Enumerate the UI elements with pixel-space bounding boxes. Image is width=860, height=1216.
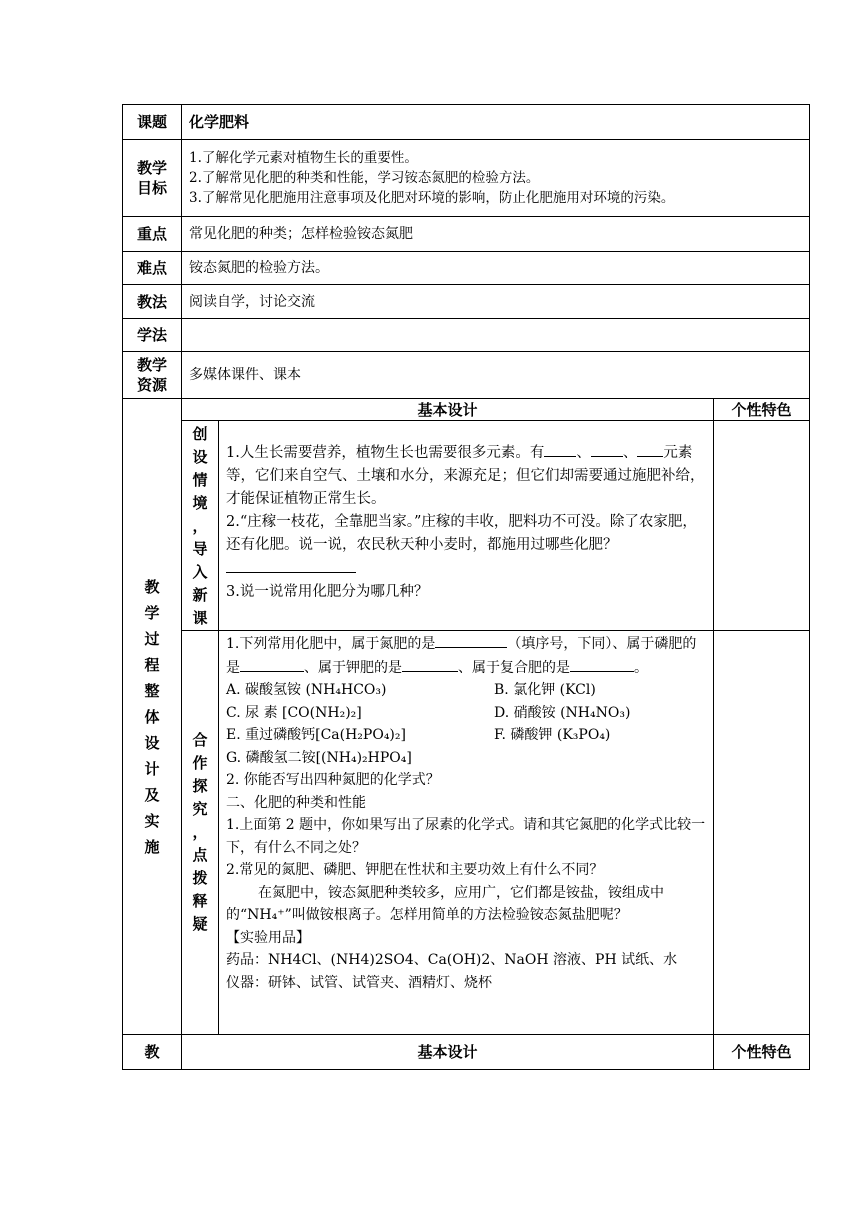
difficulty-label: 难点 [123,252,182,285]
option-d: D. 硝酸铵 (NH₄NO₃) [494,704,631,721]
section2-content [219,631,714,1035]
q2-text: 2.“庄稼一枝花，全靠肥当家。”庄稼的丰收，肥料功不可没。除了农家肥，还有化肥。说一说，农民秋天种小麦时，都施用过哪些化肥？ [226,514,697,553]
option-row [226,724,706,747]
section2-p2: 2.常见的氮肥、磷肥、钾肥在性状和主要功效上有什么不同？ [226,862,604,878]
goal-line: 3.了解常见化肥施用注意事项及化肥对环境的影响，防止化肥施用对环境的污染。 [189,190,675,206]
section1-char: 入 [192,563,208,581]
key-label: 重点 [123,217,182,252]
bottom-basic-design: 基本设计 [182,1035,714,1070]
section2-char: 究 [192,800,208,818]
experiment-tools: 仪器：研钵、试管、试管夹、酒精灯、烧杯 [226,974,492,991]
row-key [123,217,810,252]
row-bottom [123,1035,810,1070]
section1-char: 境 [192,494,208,512]
goal-line: 2.了解常见化肥的种类和性能，学习铵态氮肥的检验方法。 [189,170,540,186]
row-resources [123,352,810,399]
q1-part: （填序号，下同）、属于磷肥的是 [226,636,697,676]
section1-char: 导 [192,540,208,558]
option-g: G. 磷酸氢二铵[(NH₄)₂HPO₄] [226,749,412,766]
goal-line: 1.了解化学元素对植物生长的重要性。 [189,150,418,166]
section1-char: ， [192,517,208,535]
row-method [123,285,810,319]
option-c: C. 尿 素 [CO(NH₂)₂] [226,704,362,721]
option-row [226,679,706,702]
q1-part: 、属于复合肥的是 [458,659,570,676]
answer-blank[interactable] [637,441,663,457]
section2-p3: 在氮肥中，铵态氮肥种类较多，应用广，它们都是铵盐，铵组成中的“NH₄⁺”叫做铵根离子。怎样用简单的方法检验铵态氮盐肥呢？ [226,884,664,923]
lesson-plan-table [122,104,810,1070]
resources-label-line2: 资源 [136,376,167,394]
section1-content [219,421,714,631]
process-char: 施 [144,837,160,856]
option-row [226,702,706,725]
row-section1 [123,421,810,631]
section1-char: 情 [192,471,208,489]
process-char: 实 [144,811,160,830]
bottom-label: 教 [123,1035,182,1070]
process-char: 计 [144,759,160,778]
q1-part: 。 [634,659,648,676]
section1-label [182,421,219,631]
row-process-header [123,399,810,421]
q1-part: 1.下列常用化肥中，属于氮肥的是 [226,636,436,652]
row-topic [123,105,810,140]
process-char: 及 [144,785,160,804]
study-value [182,319,810,352]
section2-char: 点 [192,846,208,864]
experiment-title: 【实验用品】 [226,929,310,946]
section2-personal [714,631,810,1035]
goals-label-line1: 教学 [136,159,167,177]
section1-char: 设 [192,448,208,466]
process-label [123,399,182,1035]
process-char: 过 [144,629,160,648]
separator: 、 [622,445,638,461]
section2-char: 合 [192,731,208,749]
section1-char: 新 [192,586,208,604]
section2-char: 探 [192,777,208,795]
q1-text-b: 元素等，它们来自空气、土壤和水分，来源充足；但它们却需要通过施肥补给，才能保证植物正常生长。 [226,445,705,507]
topic-value: 化学肥料 [182,105,810,140]
option-e: E. 重过磷酸钙[Ca(H₂PO₄)₂] [226,727,406,743]
study-label: 学法 [123,319,182,352]
answer-blank[interactable] [240,656,304,672]
difficulty-value: 铵态氮肥的检验方法。 [182,252,810,285]
answer-blank[interactable] [591,441,623,457]
section1-char: 课 [192,609,208,627]
section1-q2 [226,511,706,581]
goals-value [182,140,810,217]
section2-q1 [226,632,706,679]
goals-label-line2: 目标 [136,179,167,197]
bottom-personal: 个性特色 [714,1035,810,1070]
resources-label-line1: 教学 [136,356,167,374]
process-char: 设 [144,733,160,752]
separator: 、 [576,445,591,461]
process-char: 程 [144,655,160,674]
section2-char: 疑 [192,915,208,933]
q1-text-a: 1.人生长需要营养，植物生长也需要很多元素。有 [226,445,545,461]
row-section2 [123,631,810,1035]
experiment-drugs: 药品：NH4Cl、(NH4)2SO4、Ca(OH)2、NaOH 溶液、PH 试纸、水 [226,952,678,968]
goals-label [123,140,182,217]
section1-personal [714,421,810,631]
section2-p1: 1.上面第 2 题中，你如果写出了尿素的化学式。请和其它氮肥的化学式比较一下，有什么不同之处？ [226,817,706,856]
section2-char: 释 [192,892,208,910]
answer-blank[interactable] [570,656,634,672]
process-char: 教 [144,577,160,596]
section1-q3: 3.说一说常用化肥分为哪几种？ [226,584,429,600]
section2-char: 拨 [192,869,208,887]
section2-char: ， [192,823,208,841]
option-b: B. 氯化钾 (KCl) [494,682,596,698]
process-char: 整 [144,681,160,700]
method-label: 教法 [123,285,182,319]
personal-header: 个性特色 [714,399,810,421]
section1-char: 创 [192,425,208,443]
topic-label: 课题 [123,105,182,140]
answer-blank[interactable] [226,557,356,573]
key-value: 常见化肥的种类；怎样检验铵态氮肥 [182,217,810,252]
method-value: 阅读自学，讨论交流 [182,285,810,319]
section1-q1 [226,441,706,511]
section2-heading: 二、化肥的种类和性能 [226,794,366,811]
resources-label [123,352,182,399]
row-study [123,319,810,352]
section2-q2: 2. 你能否写出四种氮肥的化学式？ [226,772,440,788]
resources-value: 多媒体课件、课本 [182,352,810,399]
section2-char: 作 [192,754,208,772]
section2-label [182,631,219,1035]
row-difficulty [123,252,810,285]
option-a: A. 碳酸氢铵 (NH₄HCO₃) [226,682,387,698]
option-f: F. 磷酸钾 (K₃PO₄) [494,727,611,743]
process-char: 学 [144,603,160,622]
basic-design-header: 基本设计 [182,399,714,421]
answer-blank[interactable] [402,656,458,672]
row-goals [123,140,810,217]
answer-blank[interactable] [544,441,576,457]
process-char: 体 [144,707,160,726]
q1-part: 、属于钾肥的是 [304,659,402,676]
answer-blank[interactable] [435,632,507,648]
